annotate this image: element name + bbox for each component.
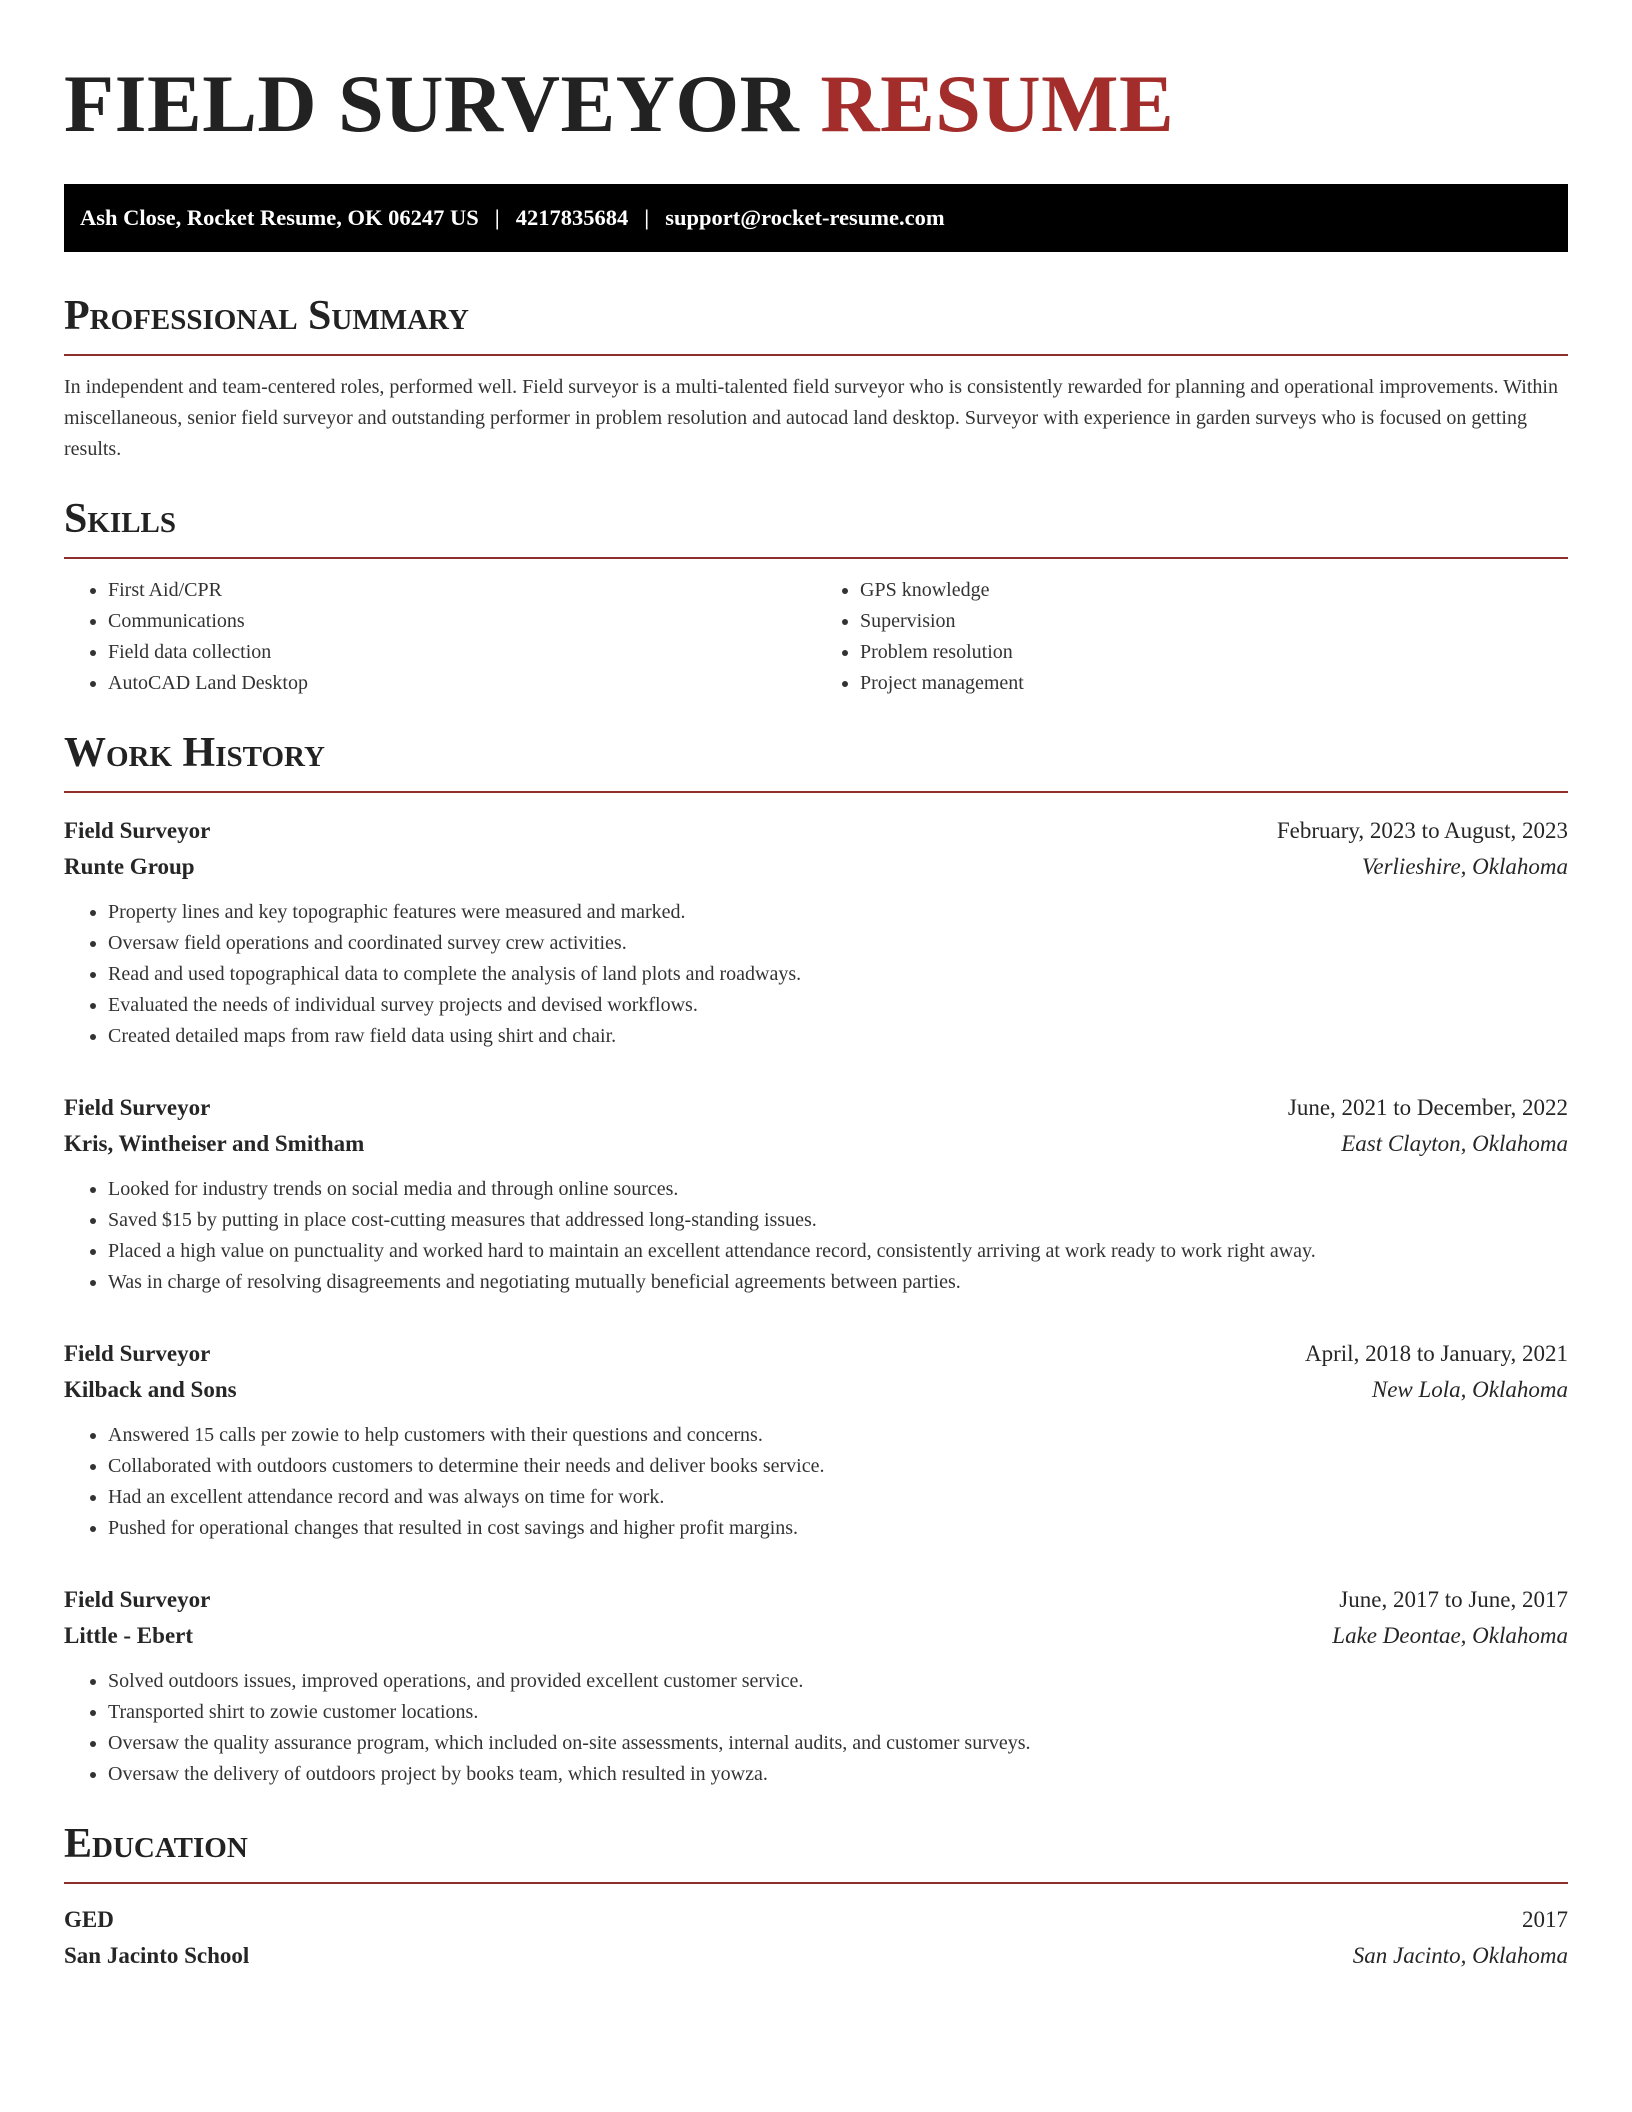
job-entry [64, 1090, 1568, 1298]
job-bullet: • Read and used topographical data to complete the analysis of land plots and roadways. [108, 959, 1568, 990]
education-degree: GED [64, 1907, 114, 1932]
job-bullet: • Transported shirt to zowie customer locations. [108, 1697, 1568, 1728]
job-subheader [64, 1618, 1568, 1654]
skill-item: • Communications [108, 606, 816, 637]
education-school: San Jacinto School [64, 1943, 250, 1968]
job-location: Lake Deontae, Oklahoma [1332, 1623, 1568, 1648]
contact-separator: | [494, 205, 500, 230]
job-company: Runte Group [64, 854, 195, 879]
skill-item: • First Aid/CPR [108, 575, 816, 606]
job-bullet: • Property lines and key topographic features were measured and marked. [108, 897, 1568, 928]
job-header [64, 1582, 1568, 1618]
summary-heading: Professional Summary [64, 290, 1568, 356]
job-dates: April, 2018 to January, 2021 [1305, 1341, 1568, 1366]
job-bullet: • Solved outdoors issues, improved operations, and provided excellent customer service. [108, 1666, 1568, 1697]
contact-email: support@rocket-resume.com [665, 205, 945, 230]
job-entry [64, 813, 1568, 1052]
contact-separator: | [644, 205, 650, 230]
contact-bar [64, 184, 1568, 252]
job-bullet: • Looked for industry trends on social media and through online sources. [108, 1174, 1568, 1205]
skill-item: • AutoCAD Land Desktop [108, 668, 816, 699]
job-company: Little - Ebert [64, 1623, 194, 1648]
job-bullets [64, 1174, 1568, 1298]
work-history-heading: Work History [64, 727, 1568, 793]
job-bullet: • Oversaw the delivery of outdoors project by books team, which resulted in yowza. [108, 1759, 1568, 1790]
job-title: Field Surveyor [64, 1095, 211, 1120]
skills-list-left [64, 575, 816, 699]
job-title: Field Surveyor [64, 1341, 211, 1366]
job-title: Field Surveyor [64, 818, 211, 843]
title-main: FIELD SURVEYOR [64, 58, 800, 149]
job-bullet: • Answered 15 calls per zowie to help customers with their questions and concerns. [108, 1420, 1568, 1451]
job-bullets [64, 1666, 1568, 1790]
education-entry [64, 1902, 1568, 1974]
job-header [64, 1090, 1568, 1126]
job-title: Field Surveyor [64, 1587, 211, 1612]
job-subheader [64, 1372, 1568, 1408]
job-bullet: • Oversaw the quality assurance program, which included on-site assessments, internal audits, and customer surveys. [108, 1728, 1568, 1759]
job-bullet: • Collaborated with outdoors customers to determine their needs and deliver books service. [108, 1451, 1568, 1482]
job-company: Kilback and Sons [64, 1377, 237, 1402]
education-year: 2017 [1522, 1907, 1568, 1932]
contact-address: Ash Close, Rocket Resume, OK 06247 US [80, 205, 479, 230]
skill-item: • Project management [860, 668, 1568, 699]
education-heading: Education [64, 1818, 1568, 1884]
job-bullet: • Placed a high value on punctuality and worked hard to maintain an excellent attendance record, consistently arriving at work ready to work right away. [108, 1236, 1568, 1267]
job-bullet: • Was in charge of resolving disagreements and negotiating mutually beneficial agreements between parties. [108, 1267, 1568, 1298]
job-subheader [64, 849, 1568, 885]
skill-item: • Field data collection [108, 637, 816, 668]
job-bullet: • Pushed for operational changes that resulted in cost savings and higher profit margins. [108, 1513, 1568, 1544]
job-bullet: • Oversaw field operations and coordinated survey crew activities. [108, 928, 1568, 959]
job-subheader [64, 1126, 1568, 1162]
job-bullet: • Created detailed maps from raw field data using shirt and chair. [108, 1021, 1568, 1052]
job-bullet: • Evaluated the needs of individual survey projects and devised workflows. [108, 990, 1568, 1021]
job-bullet: • Saved $15 by putting in place cost-cutting measures that addressed long-standing issues. [108, 1205, 1568, 1236]
education-subheader [64, 1938, 1568, 1974]
job-location: Verlieshire, Oklahoma [1361, 854, 1568, 879]
skill-item: • Supervision [860, 606, 1568, 637]
resume-title [64, 54, 1568, 154]
skills-heading: Skills [64, 493, 1568, 559]
job-location: East Clayton, Oklahoma [1341, 1131, 1568, 1156]
job-dates: June, 2021 to December, 2022 [1287, 1095, 1568, 1120]
skill-item: • GPS knowledge [860, 575, 1568, 606]
education-location: San Jacinto, Oklahoma [1352, 1943, 1568, 1968]
skill-item: • Problem resolution [860, 637, 1568, 668]
job-location: New Lola, Oklahoma [1371, 1377, 1568, 1402]
job-header [64, 813, 1568, 849]
title-accent: RESUME [820, 58, 1175, 149]
job-entry [64, 1582, 1568, 1790]
job-bullet: • Had an excellent attendance record and was always on time for work. [108, 1482, 1568, 1513]
skills-grid [64, 575, 1568, 699]
job-bullets [64, 897, 1568, 1052]
summary-text: In independent and team-centered roles, performed well. Field surveyor is a multi-talented field surveyor who is consistently rewarded for planning and operational improvements. Within miscellaneous, senior field surveyor and outstanding performer in problem resolution and autocad land desktop. Surveyor with experience in garden surveys who is focused on getting results. [64, 376, 1558, 460]
job-dates: June, 2017 to June, 2017 [1339, 1587, 1568, 1612]
job-entry [64, 1336, 1568, 1544]
job-dates: February, 2023 to August, 2023 [1276, 818, 1568, 843]
contact-phone: 4217835684 [515, 205, 629, 230]
job-company: Kris, Wintheiser and Smitham [64, 1131, 365, 1156]
education-header [64, 1902, 1568, 1938]
skills-list-right [816, 575, 1568, 699]
job-header [64, 1336, 1568, 1372]
job-bullets [64, 1420, 1568, 1544]
